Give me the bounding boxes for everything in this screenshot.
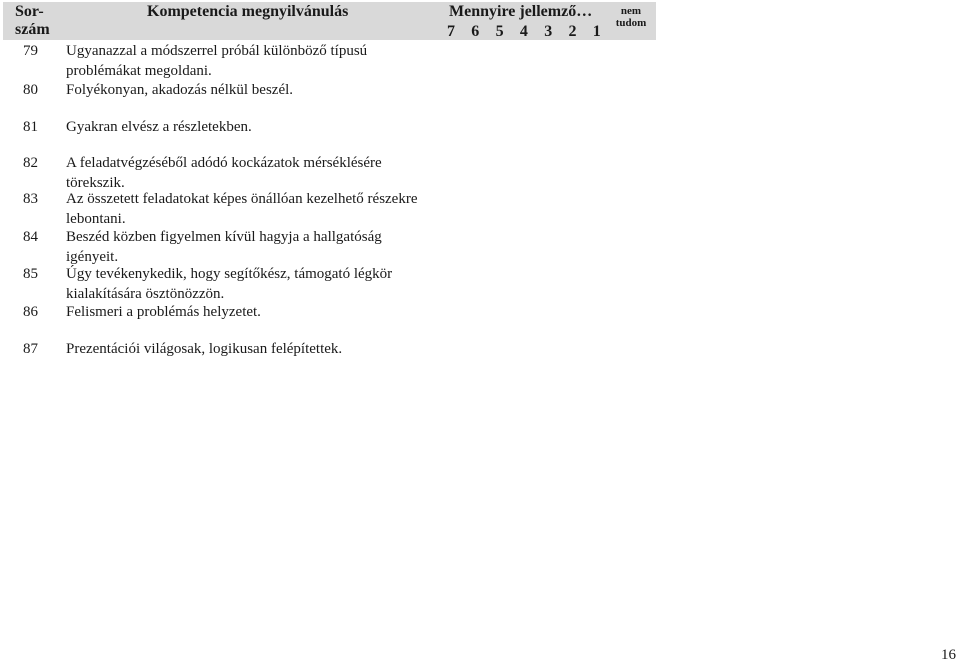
row-text: A feladatvégzéséből adódó kockázatok mérséklésére törekszik. bbox=[66, 155, 382, 191]
col-unknown-label-line2: tudom bbox=[615, 17, 647, 29]
scale-7: 7 bbox=[447, 23, 455, 40]
table-header bbox=[3, 2, 656, 40]
row-number: 81 bbox=[23, 119, 38, 135]
scale-2: 2 bbox=[568, 23, 577, 40]
scale-6: 6 bbox=[471, 23, 480, 40]
scale-5: 5 bbox=[495, 23, 504, 40]
row-number: 79 bbox=[23, 43, 38, 59]
row-text: Úgy tevékenykedik, hogy segítőkész, támogató légkör kialakítására ösztönözzön. bbox=[66, 266, 393, 302]
scale-1: 1 bbox=[592, 23, 601, 40]
col-num-label-line2: szám bbox=[15, 21, 50, 38]
col-competency-label: Kompetencia megnyilvánulás bbox=[147, 3, 349, 20]
col-unknown-label-line1: nem bbox=[620, 5, 642, 17]
rating-scale bbox=[447, 23, 617, 41]
scale-4: 4 bbox=[519, 23, 528, 40]
col-num-label-line1: Sor- bbox=[15, 3, 44, 20]
row-number: 86 bbox=[23, 304, 38, 320]
row-text: Folyékonyan, akadozás nélkül beszél. bbox=[66, 82, 294, 98]
row-number: 84 bbox=[23, 229, 38, 245]
col-rating-label: Mennyire jellemző… bbox=[449, 3, 593, 20]
row-number: 87 bbox=[23, 341, 38, 357]
row-number: 80 bbox=[23, 82, 38, 98]
row-number: 83 bbox=[23, 191, 38, 207]
row-text: Felismeri a problémás helyzetet. bbox=[66, 304, 261, 320]
row-text: Az összetett feladatokat képes önállóan kezelhető részekre lebontani. bbox=[66, 191, 418, 227]
row-number: 85 bbox=[23, 266, 38, 282]
row-text: Beszéd közben figyelmen kívül hagyja a hallgatóság igényeit. bbox=[66, 229, 382, 265]
row-text: Ugyanazzal a módszerrel próbál különböző típusú problémákat megoldani. bbox=[66, 43, 368, 79]
scale-3: 3 bbox=[544, 23, 553, 40]
row-text: Prezentációi világosak, logikusan felépítettek. bbox=[66, 341, 343, 357]
row-text: Gyakran elvész a részletekben. bbox=[66, 119, 252, 135]
page-number: 16 bbox=[941, 647, 956, 663]
row-number: 82 bbox=[23, 155, 38, 171]
